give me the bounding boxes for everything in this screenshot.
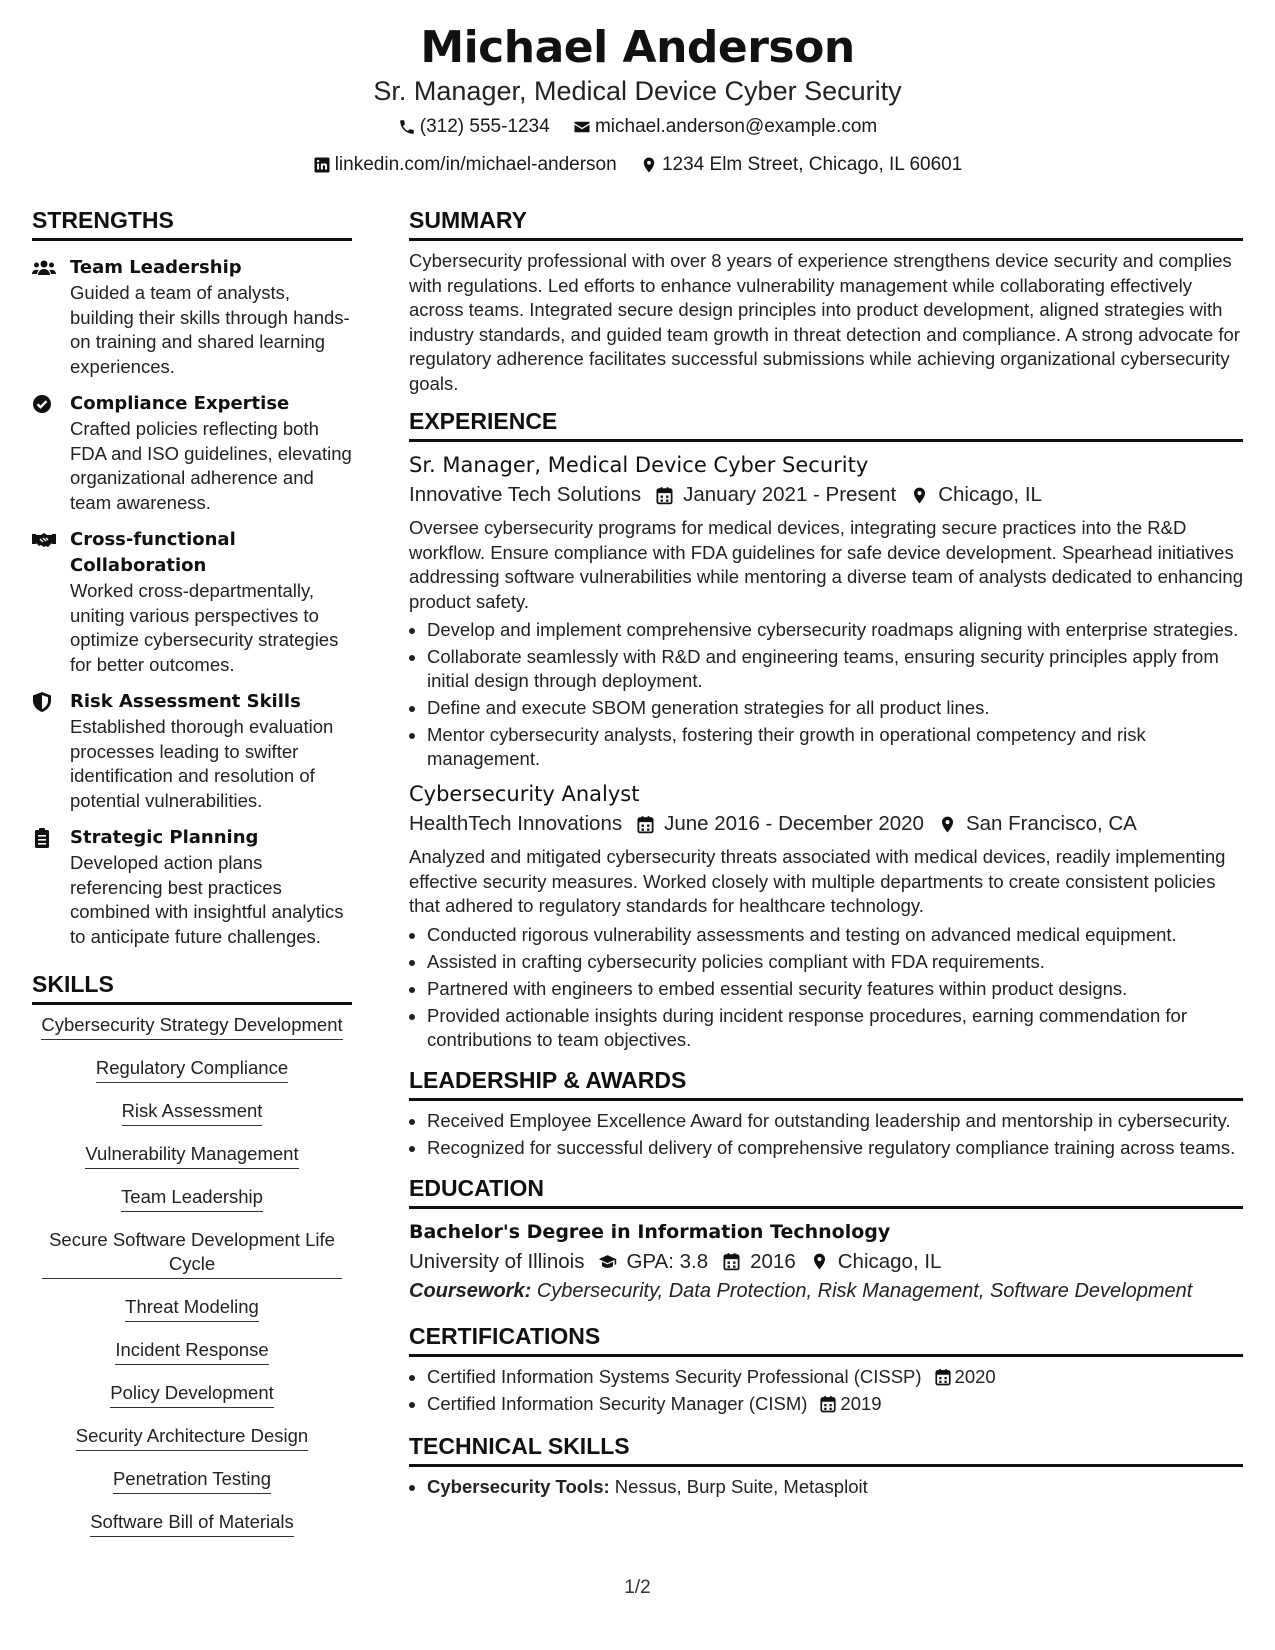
skill-tag: Team Leadership: [121, 1185, 263, 1212]
list-item: • Recognized for successful delivery of comprehensive regulatory compliance training across teams.: [427, 1136, 1243, 1160]
coursework-label: Coursework:: [409, 1279, 532, 1302]
contact-row-2: [0, 150, 1275, 184]
calendar-icon: [722, 1252, 741, 1271]
email-item[interactable]: [573, 112, 877, 142]
tech-label: Cybersecurity Tools:: [427, 1475, 610, 1497]
phone-item: [398, 112, 550, 142]
linkedin-item[interactable]: [313, 150, 617, 180]
job-company: HealthTech Innovations: [409, 812, 623, 835]
strength-item: [32, 391, 352, 515]
education-heading: EDUCATION: [409, 1173, 1243, 1209]
cert-entry: [427, 1392, 882, 1416]
job-location: Chicago, IL: [938, 483, 1042, 506]
strength-title: Team Leadership: [70, 257, 242, 278]
tech-value: Nessus, Burp Suite, Metasploit: [614, 1475, 868, 1497]
map-pin-icon: [910, 486, 929, 505]
strength-desc: Worked cross-departmentally, uniting various perspectives to optimize cybersecurity strategies for better outcomes.: [70, 580, 339, 675]
skill-tag: Cybersecurity Strategy Development: [41, 1013, 342, 1040]
page-number: 1/2: [624, 1577, 651, 1598]
degree-title: Bachelor's Degree in Information Technology: [409, 1220, 891, 1243]
coursework-text: Cybersecurity, Data Protection, Risk Management, Software Development: [536, 1279, 1193, 1302]
skill-tag: Software Bill of Materials: [90, 1510, 294, 1537]
technical-list: [409, 1475, 1243, 1499]
list-item: • Define and execute SBOM generation strategies for all product lines.: [427, 696, 1243, 720]
list-item: [427, 1392, 1243, 1416]
list-item: • Assisted in crafting cybersecurity policies compliant with FDA requirements.: [427, 950, 1243, 974]
list-item: [427, 1365, 1243, 1389]
strength-item: [32, 825, 352, 949]
experience-heading: EXPERIENCE: [409, 406, 1243, 442]
skill-tag: Incident Response: [115, 1338, 268, 1365]
job-dates: June 2016 - December 2020: [664, 812, 924, 835]
strength-title: Compliance Expertise: [70, 393, 290, 414]
resume-header: [0, 20, 1275, 184]
job-meta: [409, 809, 1243, 839]
list-item: • Partnered with engineers to embed essential security features within product designs.: [427, 977, 1243, 1001]
strength-item: [32, 689, 352, 813]
strength-desc: Developed action plans referencing best practices combined with insightful analytics to anticipate future challenges.: [70, 852, 344, 947]
strength-title: Strategic Planning: [70, 827, 259, 848]
strength-desc: Guided a team of analysts, building their skills through hands-on training and shared learning experiences.: [70, 282, 350, 377]
strength-title: Cross-functional Collaboration: [70, 529, 236, 576]
right-column: [409, 205, 1243, 1502]
certifications-heading: CERTIFICATIONS: [409, 1321, 1243, 1357]
cert-year: 2020: [954, 1365, 996, 1387]
skill-tag: Secure Software Development Life Cycle: [42, 1228, 342, 1279]
summary-text: Cybersecurity professional with over 8 years of experience strengthens device security and complies with regulations. Led efforts to enhance vulnerability management while collaborating effectively across teams. Integrated secure design principles into product development, aligned strategies with industry standards, and guided team growth in threat detection and compliance. A strong advocate for regulatory adherence facilitates successful submissions while achieving organizational cybersecurity goals.: [409, 250, 1240, 394]
cert-name: • Certified Information Systems Security Professional (CISSP): [427, 1365, 922, 1387]
address-text: 1234 Elm Street, Chicago, IL 60601: [661, 154, 963, 175]
check-circle-icon: [32, 394, 56, 414]
summary-heading: SUMMARY: [409, 205, 1243, 241]
list-item: • Received Employee Excellence Award for outstanding leadership and mentorship in cybersecurity.: [427, 1109, 1243, 1133]
certifications-list: [409, 1365, 1243, 1416]
skill-tag: Policy Development: [110, 1381, 274, 1408]
envelope-icon: [573, 118, 591, 136]
list-item: [427, 1475, 1243, 1499]
job-description: Oversee cybersecurity programs for medical devices, integrating secure practices into the R&D workflow. Ensure compliance with FDA guidelines for safe device development. Spearhead initiatives addressing software vulnerabilities while mentoring a diverse team of analysts dedicated to enhancing product safety.: [409, 517, 1243, 612]
cert-name: • Certified Information Security Manager (CISM): [427, 1392, 808, 1414]
job-entry: [409, 779, 1243, 1052]
job-title: Sr. Manager, Medical Device Cyber Security: [409, 453, 869, 477]
list-item: • Provided actionable insights during incident response procedures, earning commendation for contributions to team objectives.: [427, 1004, 1243, 1052]
job-title: Cybersecurity Analyst: [409, 782, 640, 806]
map-pin-icon: [810, 1252, 829, 1271]
strength-desc: Crafted policies reflecting both FDA and ISO guidelines, elevating organizational adherence and team awareness.: [70, 418, 352, 513]
phone-icon: [398, 118, 416, 136]
skills-list: [32, 1013, 352, 1537]
linkedin-icon: [313, 156, 331, 174]
linkedin-text[interactable]: linkedin.com/in/michael-anderson: [334, 154, 617, 175]
job-dates: January 2021 - Present: [683, 483, 897, 506]
job-meta: [409, 480, 1243, 510]
skills-heading: SKILLS: [32, 969, 352, 1005]
calendar-icon: [636, 815, 655, 834]
job-company: Innovative Tech Solutions: [409, 483, 642, 506]
cert-year: 2019: [840, 1392, 882, 1414]
strength-item: [32, 255, 352, 379]
candidate-title: Sr. Manager, Medical Device Cyber Security: [373, 76, 902, 106]
job-description: Analyzed and mitigated cybersecurity threats associated with medical devices, readily implementing effective security measures. Worked closely with multiple departments to create consistent policies that adhered to regulatory standards for healthcare technology.: [409, 846, 1226, 916]
leadership-heading: LEADERSHIP & AWARDS: [409, 1065, 1243, 1101]
school-name: University of Illinois: [409, 1249, 585, 1273]
technical-heading: TECHNICAL SKILLS: [409, 1431, 1243, 1467]
job-location: San Francisco, CA: [965, 812, 1137, 835]
calendar-icon: [655, 486, 674, 505]
job-bullets: [409, 923, 1243, 1052]
graduation-cap-icon: [598, 1252, 617, 1271]
job-entry: [409, 450, 1243, 771]
calendar-icon: [819, 1395, 837, 1413]
clipboard-icon: [32, 828, 56, 848]
strength-title: Risk Assessment Skills: [70, 691, 301, 712]
skill-tag: Threat Modeling: [125, 1295, 259, 1322]
phone-text: (312) 555-1234: [419, 116, 550, 137]
skill-tag: Security Architecture Design: [76, 1424, 308, 1451]
address-item: [640, 150, 962, 180]
strength-item: [32, 527, 352, 677]
shield-icon: [32, 692, 56, 712]
email-text[interactable]: michael.anderson@example.com: [594, 116, 878, 137]
strengths-heading: STRENGTHS: [32, 205, 352, 241]
left-column: [32, 205, 352, 1553]
map-pin-icon: [938, 815, 957, 834]
coursework: [409, 1277, 1243, 1305]
contact-row-1: [0, 112, 1275, 146]
gpa-text: GPA: 3.8: [626, 1249, 709, 1273]
skill-tag: Penetration Testing: [113, 1467, 271, 1494]
education-meta: [409, 1247, 1243, 1277]
candidate-name: Michael Anderson: [420, 22, 855, 73]
skill-tag: Vulnerability Management: [85, 1142, 298, 1169]
cert-entry: [427, 1365, 996, 1389]
school-location: Chicago, IL: [837, 1249, 942, 1273]
strength-desc: Established thorough evaluation processes leading to swifter identification and resolution of potential vulnerabilities.: [70, 716, 334, 811]
skill-tag: Regulatory Compliance: [96, 1056, 288, 1083]
list-item: • Collaborate seamlessly with R&D and engineering teams, ensuring security principles apply from initial design through deployment.: [427, 645, 1243, 693]
grad-year: 2016: [750, 1249, 796, 1273]
skill-tag: Risk Assessment: [122, 1099, 263, 1126]
list-item: • Develop and implement comprehensive cybersecurity roadmaps aligning with enterprise strategies.: [427, 618, 1243, 642]
map-pin-icon: [640, 156, 658, 174]
list-item: • Mentor cybersecurity analysts, fostering their growth in operational competency and risk management.: [427, 723, 1243, 771]
job-bullets: [409, 618, 1243, 771]
calendar-icon: [934, 1368, 952, 1386]
handshake-icon: [32, 530, 56, 550]
list-item: • Conducted rigorous vulnerability assessments and testing on advanced medical equipment.: [427, 923, 1243, 947]
leadership-list: [409, 1109, 1243, 1160]
users-icon: [32, 258, 56, 278]
